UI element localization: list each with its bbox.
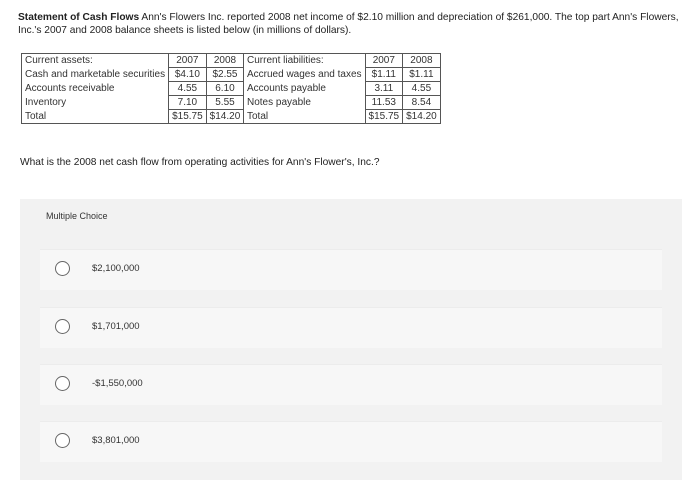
assets-table <box>21 53 244 124</box>
liabilities-row-2008: 4.55 <box>403 82 441 96</box>
assets-row-2008: 5.55 <box>206 96 244 110</box>
assets-row-2007: $15.75 <box>169 110 207 124</box>
radio-button-icon[interactable] <box>55 376 70 391</box>
liabilities-header-label: Current liabilities: <box>244 54 366 68</box>
table-row <box>22 68 244 82</box>
radio-button-icon[interactable] <box>55 261 70 276</box>
radio-button-icon[interactable] <box>55 433 70 448</box>
choice-label: $2,100,000 <box>92 263 140 274</box>
assets-row-2007: $4.10 <box>169 68 207 82</box>
assets-row-2007: 7.10 <box>169 96 207 110</box>
liabilities-row-2007: $15.75 <box>365 110 403 124</box>
liabilities-row-2007: 3.11 <box>365 82 403 96</box>
assets-row-label: Cash and marketable securities <box>22 68 169 82</box>
problem-intro <box>18 11 688 37</box>
liabilities-row-2008: $14.20 <box>403 110 441 124</box>
choice-option-3[interactable] <box>40 364 662 405</box>
liabilities-row-2008: $1.11 <box>403 68 441 82</box>
table-row <box>244 68 441 82</box>
liabilities-table <box>243 53 441 124</box>
liabilities-row-2008: 8.54 <box>403 96 441 110</box>
assets-row-label: Inventory <box>22 96 169 110</box>
choice-option-4[interactable] <box>40 421 662 462</box>
liabilities-row-label: Accrued wages and taxes <box>244 68 366 82</box>
liabilities-row-label: Total <box>244 110 366 124</box>
table-row <box>244 110 441 124</box>
choice-label: $3,801,000 <box>92 435 140 446</box>
table-row <box>244 82 441 96</box>
assets-header-2007: 2007 <box>169 54 207 68</box>
choice-label: -$1,550,000 <box>92 378 143 389</box>
table-row <box>22 82 244 96</box>
assets-row-label: Total <box>22 110 169 124</box>
assets-header-label: Current assets: <box>22 54 169 68</box>
choice-option-1[interactable] <box>40 249 662 290</box>
liabilities-row-2007: $1.11 <box>365 68 403 82</box>
table-row <box>244 96 441 110</box>
assets-row-2008: $14.20 <box>206 110 244 124</box>
assets-row-2007: 4.55 <box>169 82 207 96</box>
intro-text: Ann's Flowers Inc. reported 2008 net income of $2.10 million and depreciation of $261,000. The top part Ann's Flowers, Inc.'s 2007 and 2008 balance sheets is listed below (in millions of dollars). <box>18 12 679 36</box>
liabilities-header-row <box>244 54 441 68</box>
assets-header-row <box>22 54 244 68</box>
liabilities-row-label: Notes payable <box>244 96 366 110</box>
liabilities-row-label: Accounts payable <box>244 82 366 96</box>
assets-header-2008: 2008 <box>206 54 244 68</box>
liabilities-row-2007: 11.53 <box>365 96 403 110</box>
table-row <box>22 110 244 124</box>
liabilities-header-2008: 2008 <box>403 54 441 68</box>
choice-label: $1,701,000 <box>92 321 140 332</box>
assets-row-2008: $2.55 <box>206 68 244 82</box>
choice-option-2[interactable] <box>40 307 662 348</box>
intro-title: Statement of Cash Flows <box>18 12 140 23</box>
assets-row-2008: 6.10 <box>206 82 244 96</box>
assets-row-label: Accounts receivable <box>22 82 169 96</box>
question-text: What is the 2008 net cash flow from operating activities for Ann's Flower's, Inc.? <box>20 157 380 168</box>
multiple-choice-label: Multiple Choice <box>46 211 108 221</box>
radio-button-icon[interactable] <box>55 319 70 334</box>
table-row <box>22 96 244 110</box>
liabilities-header-2007: 2007 <box>365 54 403 68</box>
multiple-choice-panel <box>20 199 682 480</box>
